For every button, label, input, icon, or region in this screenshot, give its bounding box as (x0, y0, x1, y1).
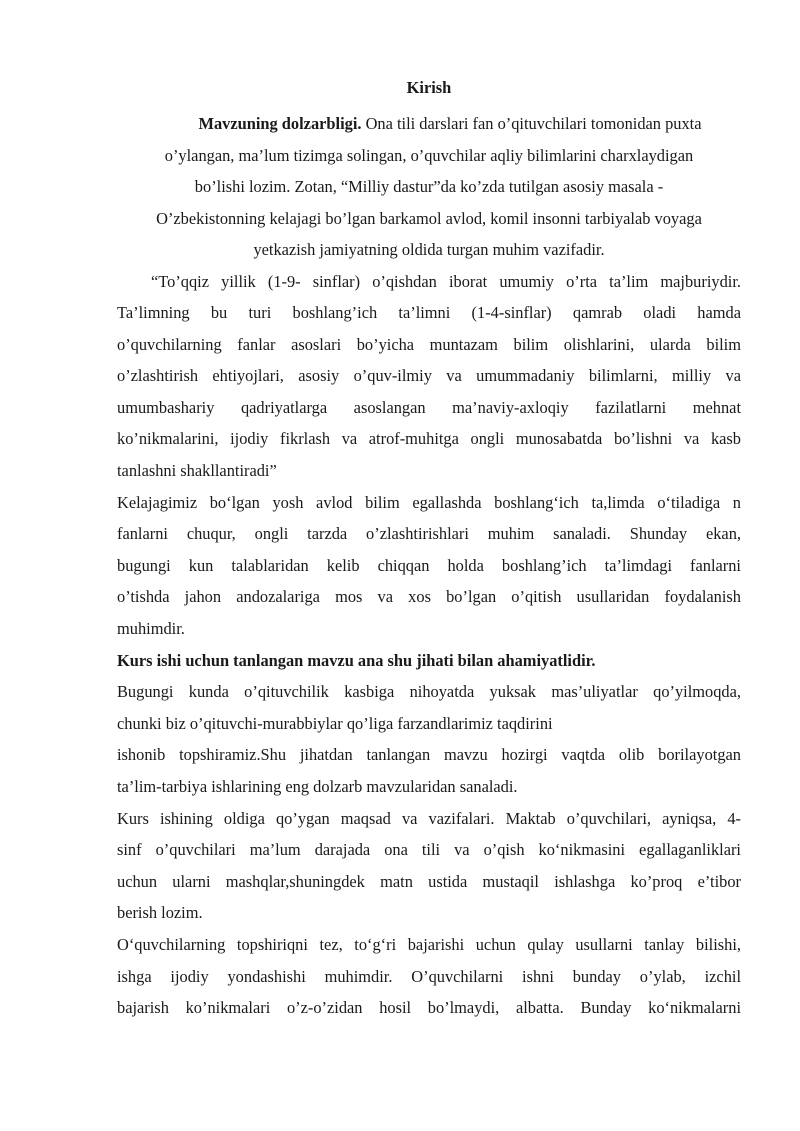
paragraph-3 (117, 676, 741, 802)
paragraph-2 (117, 487, 741, 645)
paragraph-line: Bugungi kunda o’qituvchilik kasbiga nihoyatda yuksak mas’uliyatlar qo’yilmoqda, (117, 682, 741, 702)
quote-line: o’zlashtirish ehtiyojlari, asosiy o’quv-ilmiy va umummadaniy bilimlarni, milliy va (117, 366, 741, 386)
document-title: Kirish (406, 78, 452, 97)
paragraph-line: fanlarni chuqur, ongli tarzda o’zlashtirishlari muhim sanaladi. Shunday ekan, (117, 524, 741, 544)
intro-line-4: O’zbekistonning kelajagi bo’lgan barkamol avlod, komil insonni tarbiyalab voyaga (156, 208, 702, 228)
quote-paragraph (117, 266, 741, 487)
intro-line-1-text: Ona tili darslari fan o’qituvchilari tomonidan puxta (365, 114, 702, 133)
quote-line: “To’qqiz yillik (1-9- sinflar) o’qishdan iborat umumiy o’rta ta’lim majburiydir. (151, 271, 741, 291)
intro-heading: Mavzuning dolzarbligi. (198, 114, 362, 133)
paragraph-line: O‘quvchilarning topshiriqni tez, to‘g‘ri bajarishi uchun qulay usullarni tanlay bilishi, (117, 934, 741, 954)
intro-block (117, 108, 741, 266)
paragraph-line: sinf o’quvchilari ma’lum darajada ona tili va o’qish ko‘nikmasini egallaganliklari (117, 840, 741, 860)
paragraph-4 (117, 803, 741, 929)
paragraph-line: ishonib topshiramiz.Shu jihatdan tanlangan mavzu hozirgi vaqtda olib borilayotgan (117, 745, 741, 765)
paragraph-5 (117, 929, 741, 1024)
paragraph-line: Kurs ishining oldiga qo’ygan maqsad va vazifalari. Maktab o’quvchilari, ayniqsa, 4- (117, 808, 741, 828)
paragraph-line: uchun ularni mashqlar,shuningdek matn ustida mustaqil ishlashga ko’proq e’tibor (117, 871, 741, 891)
quote-line: tanlashni shakllantiradi” (117, 461, 277, 481)
paragraph-line: muhimdir. (117, 619, 185, 639)
paragraph-line: bugungi kun talablaridan kelib chiqqan holda boshlang’ich ta’limdagi fanlarni (117, 555, 741, 575)
quote-line: Ta’limning bu turi boshlang’ich ta’limni (1-4-sinflar) qamrab oladi hamda (117, 303, 741, 323)
document-body (117, 74, 741, 1024)
paragraph-line: chunki biz o’qituvchi-murabbiylar qo’liga farzandlarimiz taqdirini (117, 713, 553, 733)
paragraph-line: ta’lim-tarbiya ishlarining eng dolzarb mavzularidan sanaladi. (117, 777, 518, 796)
intro-line-1 (121, 108, 737, 140)
paragraph-line: o’tishda jahon andozalariga mos va xos bo’lgan o’qitish usullaridan foydalanish (117, 587, 741, 607)
quote-line: o’quvchilarning fanlar asoslari bo’yicha muntazam bilim olishlarini, ularda bilim (117, 334, 741, 354)
intro-line-2: o’ylangan, ma’lum tizimga solingan, o’quvchilar aqliy bilimlarini charxlaydigan (164, 145, 694, 165)
paragraph-line: berish lozim. (117, 903, 203, 923)
quote-line: umumbashariy qadriyatlarga asoslangan ma’naviy-axloqiy fazilatlarni mehnat (117, 397, 741, 417)
highlight-line (117, 645, 741, 677)
paragraph-line: Kelajagimiz bo‘lgan yosh avlod bilim egallashda boshlang‘ich ta,limda o‘tiladiga n (117, 492, 741, 512)
paragraph-line: ishga ijodiy yondashishi muhimdir. O’quvchilarni ishni bunday o’ylab, izchil (117, 966, 741, 986)
paragraph-line: bajarish ko’nikmalari o’z-o’zidan hosil bo’lmaydi, albatta. Bunday ko‘nikmalarni (117, 998, 741, 1018)
intro-line-3: bo’lishi lozim. Zotan, “Milliy dastur”da ko’zda tutilgan asosiy masala - (194, 177, 664, 196)
intro-line-5: yetkazish jamiyatning oldida turgan muhim vazifadir. (253, 240, 605, 259)
bold-statement: Kurs ishi uchun tanlangan mavzu ana shu jihati bilan ahamiyatlidir. (117, 650, 596, 670)
quote-line: ko’nikmalarini, ijodiy fikrlash va atrof-muhitga ongli munosabatda bo’lishni va kasb (117, 429, 741, 449)
